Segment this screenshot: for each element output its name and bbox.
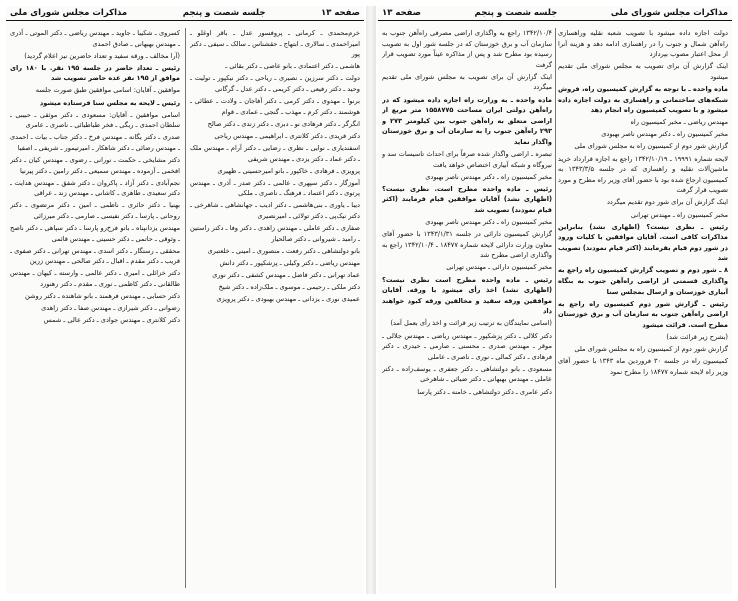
left-page-header xyxy=(6,6,364,21)
paragraph: کسروی ـ شکیبا ـ جاوید ـ مهندس ریاضی ـ دکتر الموتی ـ آذری ـ مهندس بهبهانی ـ صادق احمدی xyxy=(10,29,180,48)
paragraph: رئیس ـ نظری نیست؟ (اظهاری نشد) بنابراین مذاکرات کافی است. آقایان موافقین با کلیات ورود در شور دوم قیام بفرمایند (اکثر قیام نمودند) تصویب شد xyxy=(558,222,728,263)
paragraph: گزارش شور دوم از کمیسیون راه به مجلس شورای ملی xyxy=(574,345,728,354)
right-page-number: صفحه ۱۳ xyxy=(382,8,421,18)
left-page-column-divider xyxy=(185,28,186,588)
paragraph: دکتر کلالی ـ دکتر پزشکپور ـ مهندس ریاضی ـ مهندس جلالی ـ موقر ـ مهندس صدری ـ محسنی ـ صارمی ـ حیدری ـ دکتر فرهادی ـ دکتر کمالی ـ نوری ـ ناصری ـ عاملی xyxy=(382,331,552,361)
paragraph: مخبر کمیسیون راه ـ دکتر مهندس ناصر بهبودی xyxy=(425,218,552,227)
paragraph: بهنیا ـ دکتر حائری ـ ناظمی ـ امین ـ دکتر مرتضوی ـ دکتر روحانی ـ پارسا ـ دکتر نفیسی ـ صارمی ـ دکتر میرزائی xyxy=(10,201,180,220)
paragraph: ۱۳۴۲/۱۰/۴ راجع به واگذاری اراضی مصرفی راه‌آهن جنوب به سازمان آب و برق خوزستان که در جلسه شور اول به تصویب رسیده بود مطرح شد و پس از مذاکره عیناً مورد تصویب قرار گرفت xyxy=(382,29,552,69)
paragraph: مخبر کمیسیون راه ـ دکتر مهندس ناصر بهبودی xyxy=(425,172,552,181)
paragraph: (بشرح زیر قرائت شد) xyxy=(666,333,728,342)
paragraph: هاشمی ـ دکتر اعتمادی ـ بانو عاصی ـ دکتر بقائی ـ xyxy=(225,62,360,71)
paragraph: دکتر فریدی ـ دکتر کلانتری ـ ابراهیمی ـ مهندس ریاحی xyxy=(214,131,360,140)
paragraph: ماده واحده ـ به وزارت راه اجازه داده میشود که در راه‌آهن دولتی ایران مساحت ۱۵۵۸۷۷۵ متر مربع از اراضی متعلق به راه‌آهن جنوب بین کیلومتر ۲۷۳ و ۲۹۳ راه‌آهن جنوب را به سازمان آب و برق خوزستان واگذار نماید xyxy=(382,95,552,146)
paragraph: رئیس ـ لایحه به مجلس سنا فرستاده میشود xyxy=(39,98,180,107)
right-page-column-divider xyxy=(555,28,556,588)
paragraph: کمیسیون راه در جلسه ۳۰ فروردین ماه ۱۳۴۳ با حضور آقای وزیر راه لایحه شماره ۱۸۴۷۷ را مطرح نمود xyxy=(558,357,728,376)
paragraph: رئیس ـ گزارش شور دوم کمیسیون راه راجع به اراضی راه‌آهن جنوب به سازمان آب و برق خوزستان مطرح است. قرائت میشود xyxy=(558,299,728,329)
paragraph: دکتر مشایخی ـ حکمت ـ نورانی ـ رضوی ـ مهندس کیان ـ دکتر افخمی ـ آزموده ـ مهندس سمیعی ـ دکتر رامین ـ دکتر پیرنیا xyxy=(10,156,180,175)
paragraph: موافقین ـ آقایان: اسامی موافقین طبق صورت جلسه xyxy=(35,86,180,95)
paragraph: دیبا ـ یاوری ـ بنی‌هاشمی ـ دکتر ادیب ـ جهانشاهی ـ شاهرخی ـ دکتر نیک‌پی ـ دکتر تولائی ـ امیرنصیری xyxy=(190,201,360,220)
paragraph: نجم‌آبادی ـ دکتر آزاد ـ پاکروان ـ دکتر شفق ـ مهندس هدایت ـ دکتر سعیدی ـ طاهری ـ کاشانی ـ مهندس زند ـ عراقی xyxy=(10,178,180,198)
paragraph: آموزگار ـ دکتر سپهری ـ عالمی ـ دکتر صدر ـ آذری ـ مهندس پرتوی ـ دکتر اعتماد ـ فرهنگ ـ ناصری ـ ملکی xyxy=(190,178,360,198)
paragraph: لایحه شماره ۱۹۹۹۱ ـ ۱۳۴۲/۱۰/۱۹ راجع به اجازه قرارداد خرید ماشین‌آلات نقلیه و راهسازی که در جلسه ۱۳۴۳/۳/۵ به کمیسیون ارجاع شده بود با حضور آقای وزیر راه مطرح و مورد تصویب قرار گرفت xyxy=(558,154,728,195)
paragraph: عمیدی نوری ـ یزدانی ـ مهندس بهبودی ـ دکتر پرویزی xyxy=(216,295,360,304)
paragraph: دکتر ملکی ـ رحیمی ـ موسوی ـ ملک‌زاده ـ دکتر شیخ xyxy=(218,283,360,292)
paragraph: تبصره ـ اراضی واگذار شده صرفاً برای احداث تاسیسات سد و نیروگاه و شبکه آبیاری اختصاص خواهد یافت xyxy=(382,150,552,169)
paragraph: ماده واحده ـ با توجه به گزارش کمیسیون راه، فروش شبکه‌های ساختمانی و راهسازی به دولت اجازه داده میشود و با تصویب کمیسیون راه انجام دهد xyxy=(558,84,728,115)
paragraph: دکتر عامری ـ دکتر دولتشاهی ـ خامنه ـ دکتر پارسا xyxy=(417,387,552,396)
paragraph: رئیس ـ ماده واحده مطرح است. نظری نیست؟ (اظهاری نشد) آقایان موافقین قیام فرمایند (اکثر قیام نمودند) تصویب شد xyxy=(382,184,552,214)
paragraph: پرویزی ـ فرهادی ـ خاکپور ـ بانو امیرحسینی ـ ظهیری xyxy=(217,166,360,175)
paragraph: (آرا مخالف ـ ورقه سفید و تعداد حاضرین نیز اعلام گردید) xyxy=(24,51,180,60)
paragraph: دکتر حسابی ـ مهندس فرهمند ـ بانو شاهنده ـ دکتر روشن xyxy=(25,292,180,301)
paragraph: مخبر کمیسیون راه ـ مهندس تهرانی xyxy=(630,210,728,219)
left-page-right-column xyxy=(190,28,360,590)
left-page-publication: مذاکرات مجلس شورای ملی xyxy=(10,8,128,18)
paragraph: دکتر خزائلی ـ امیری ـ دکتر عالمی ـ وارسته ـ کیهان ـ مهندس طالقانی ـ دکتر کاظمی ـ نوری ـ مقدم ـ دکتر رهنورد xyxy=(10,269,180,289)
right-page-publication: مذاکرات مجلس شورای ملی xyxy=(610,8,728,18)
right-page xyxy=(378,6,732,594)
paragraph: ۸ ـ شور دوم و تصویب گزارش کمیسیون راه راجع به واگذاری قسمتی از اراضی راه‌آهن جنوب به بنگاه آبیاری خوزستان و ارسال بمجلس سنا xyxy=(558,266,728,296)
left-page-number: صفحه ۱۳ xyxy=(321,8,360,18)
paragraph: برنوا ـ مهدوی ـ دکتر کرمی ـ دکتر آفاجان ـ ولادت ـ عطائی ـ هوشمند ـ دکتر کرم ـ مهذب ـ گنجی ـ عمادی ـ قوام xyxy=(190,97,360,116)
paragraph: مهندس یزدانپناه ـ بانو فرخ‌رو پارسا ـ دکتر سپاهی ـ دکتر ناصح ـ وثوقی ـ حاتمی ـ دکتر حسینی ـ مهندس قائمی xyxy=(10,224,180,243)
paragraph: عماد تهرانی ـ دکتر فاضل ـ مهندس کشفی ـ دکتر نوری xyxy=(212,270,360,279)
paragraph: مخبر کمیسیون دارائی ـ مهندس تهرانی xyxy=(446,263,552,272)
paragraph: اسامی موافقین ـ آقایان: مسعودی ـ دکتر موثقی ـ حبیبی ـ سلطان احمدی ـ ریگی ـ فخر طباطبائی ـ ناصری ـ عامری xyxy=(10,110,180,130)
paragraph: گزارش کمیسیون دارائی در جلسه ۱۳۴۳/۱/۳۱ با حضور آقای معاون وزارت دارائی لایحه شماره ۱۸۴۷۷ ـ ۱۳۴۲/۱۰/۴ راجع به واگذاری اراضی مطرح شد xyxy=(382,230,552,260)
paragraph: خرم‌محمدی ـ کرمانی ـ پروفسور عدل ـ باقر اوغلو ـ امیراحمدی ـ سالاری ـ ابتهاج ـ حقشناس ـ سالک ـ سیفی ـ دکتر پور xyxy=(190,29,360,59)
paragraph: انگرگر ـ دکتر فرهادی نو ـ دبری ـ دکتر زندی ـ دکتر صالح xyxy=(207,119,360,128)
paragraph: دولت اجازه داده میشود با تصویب شعبه نقلیه وراهسازی راه‌آهن شمال و جنوب را در راهسازی ادامه دهد و هزینه آنرا از محل اعتبار مصوب بپردازد xyxy=(558,29,728,59)
paragraph: دولت ـ دکتر سرزین ـ نصیری ـ ریاحی ـ دکتر نیکپور ـ تولیت ـ وحید ـ دکتر رفیعی ـ دکتر کریمی ـ دکتر عدل ـ گرگانی xyxy=(190,74,360,93)
paragraph: صفاری ـ دکتر عاملی ـ مهندس زاهدی ـ دکتر وفا ـ دکتر راستین ـ رامبد ـ شیروانی ـ دکتر صالحیار xyxy=(190,224,360,243)
paragraph: اینک گزارش آن برای شور دوم تقدیم میگردد xyxy=(606,198,728,207)
paragraph: بانو دولتشاهی ـ دکتر رفعت ـ منصوری ـ امینی ـ خلعتبری xyxy=(207,246,360,255)
paragraph: مهندس ریاضی ـ مخبر کمیسیون راه xyxy=(630,118,728,127)
paragraph: مهندس ریاضی ـ دکتر وکیلی ـ پزشکپور ـ دکتر دانش xyxy=(219,258,360,267)
paragraph: گزارش شور دوم از کمیسیون راه به مجلس شورای ملی xyxy=(574,142,728,151)
paragraph: (اسامی نمایندگان به ترتیب زیر قرائت و اخذ رأی بعمل آمد) xyxy=(390,319,552,328)
paragraph: مسعودی ـ بانو دولتشاهی ـ دکتر جعفری ـ یوسف‌زاده ـ دکتر عاملی ـ مهندس بهبهانی ـ دکتر ضیائی ـ شاهرخی xyxy=(382,364,552,384)
paragraph: دکتر کلانتری ـ مهندس جوادی ـ دکتر عالی ـ شمس xyxy=(43,316,180,325)
right-page-right-column xyxy=(558,28,728,590)
paragraph: رضوانی ـ دکتر شیرازی ـ مهندس صفا ـ دکتر زاهدی xyxy=(41,304,180,313)
right-page-session: جلسه شصت و پنجم xyxy=(474,8,558,18)
paragraph: اینک گزارش آن برای تصویب به مجلس شورای ملی تقدیم میشود xyxy=(558,62,728,81)
paragraph: صدری ـ دکتر یگانه ـ مهندس فرخ ـ دکتر جناب ـ بیات ـ احمدی ـ مهندس رضائی ـ دکتر شاهکار ـ امیرتیمور ـ شریفی ـ اصفیا xyxy=(10,133,180,152)
paragraph: اینک گزارش آن برای تصویب به مجلس شورای ملی تقدیم میگردد xyxy=(382,72,552,92)
left-page-left-column xyxy=(10,28,180,590)
left-page xyxy=(6,6,364,594)
left-page-session: جلسه شصت و پنجم xyxy=(182,8,266,18)
right-page-left-column xyxy=(382,28,552,590)
book-gutter xyxy=(366,6,376,594)
paragraph: اسفندیاری ـ نوایی ـ نظری ـ رضایی ـ دکتر آرام ـ مهندس ملک ـ دکتر عماد ـ دکتر یزدی ـ مهندس شریفی xyxy=(190,143,360,163)
paragraph: رئیس ـ ماده واحده مطرح است نظری نیست؟ (اظهاری نشد) اخذ رأی میشود با ورقه. آقایان موافقین ورقه سفید و مخالفین ورقه کبود خواهند داد xyxy=(382,275,552,316)
paragraph: رئیس ـ تعداد حاضر در جلسه ۱۹۵ نفر. با ۱۸۰ رای موافق از ۱۹۵ نفر عده حاضر تصویب شد xyxy=(10,63,180,83)
right-page-header xyxy=(378,6,732,21)
paragraph: محققی ـ رستگار ـ دکتر اسدی ـ مهندس تهرانی ـ دکتر صفوی ـ قریب ـ دکتر مقدم ـ اقبال ـ دکتر صالحی ـ مهندس زرین xyxy=(10,246,180,266)
paragraph: مخبر کمیسیون راه ـ دکتر مهندس ناصر بهبودی xyxy=(601,130,728,139)
